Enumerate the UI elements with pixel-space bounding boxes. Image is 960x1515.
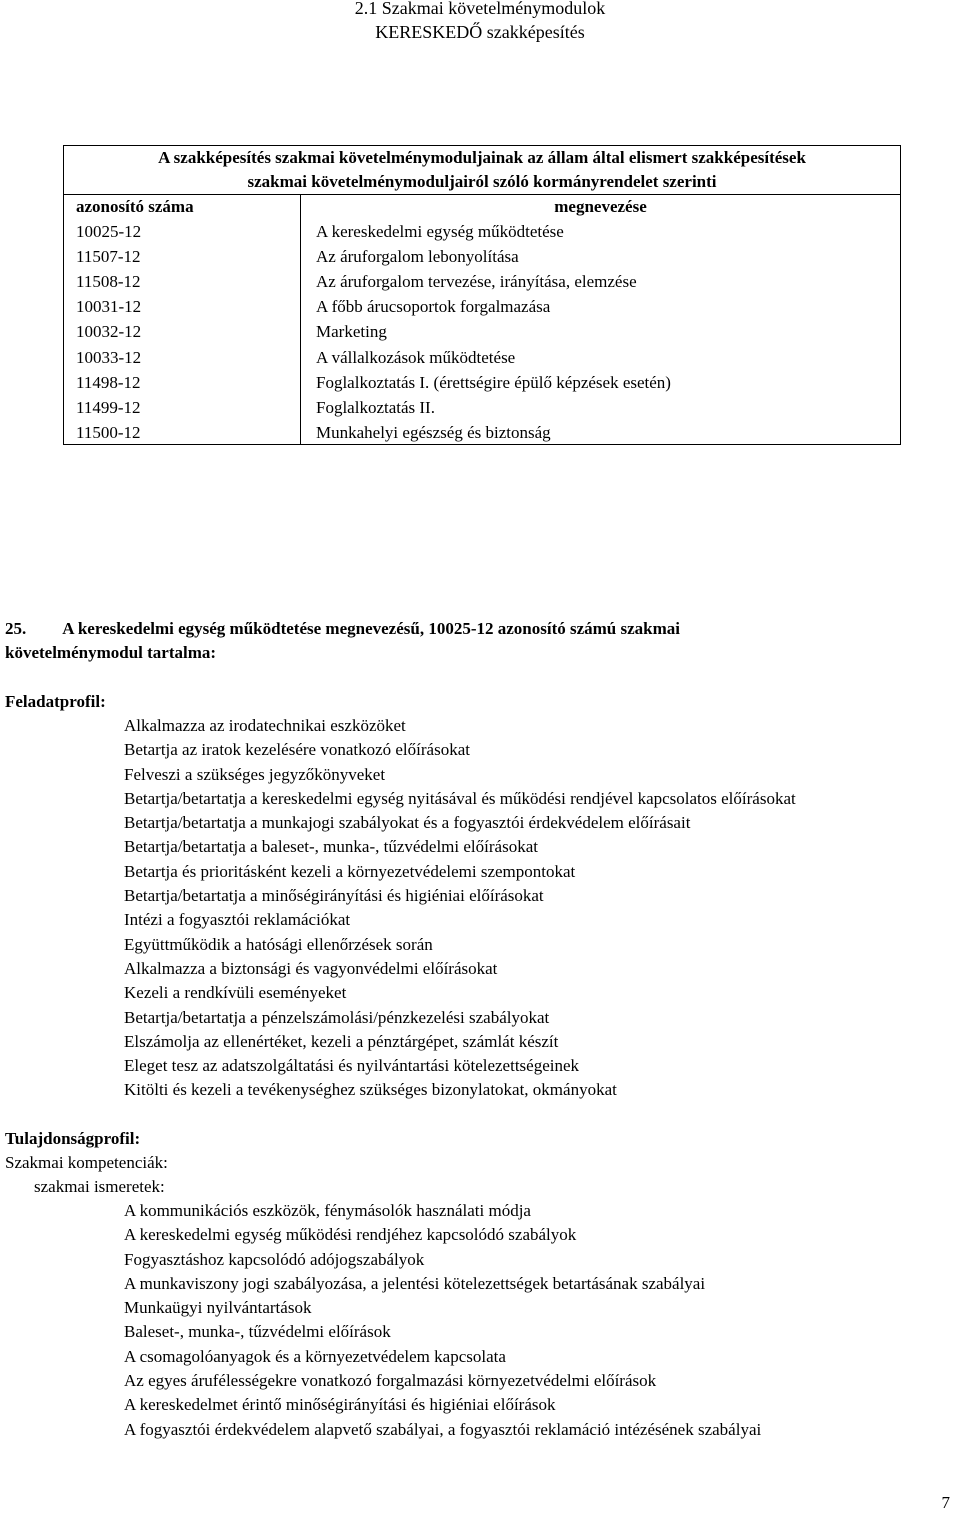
list-item: Betartja az iratok kezelésére vonatkozó előírásokat: [124, 740, 470, 760]
table-header-row: [64, 194, 900, 219]
list-item: Felveszi a szükséges jegyzőkönyveket: [124, 764, 386, 784]
list-item: Az egyes árufélességekre vonatkozó forgalmazási környezetvédelmi előírások: [124, 1371, 657, 1391]
table-caption-1: A szakképesítés szakmai követelménymoduljainak az állam által elismert szakképesítések: [158, 148, 806, 167]
module-name: Az áruforgalom lebonyolítása: [316, 247, 519, 267]
list-item: Betartja és prioritásként kezeli a környezetvédelemi szempontokat: [124, 861, 576, 881]
module-id: 10025-12: [76, 222, 142, 241]
list-item: Betartja/betartatja a kereskedelmi egység nyitásával és működési rendjével kapcsolatos előírásokat: [124, 788, 796, 808]
tulajdonsagprofil-label: Tulajdonságprofil:: [5, 1129, 141, 1148]
module-name: Marketing: [316, 322, 387, 342]
title-line-2: KERESKEDŐ szakképesítés: [375, 22, 585, 42]
section-heading-line-1: A kereskedelmi egység működtetése megnevezésű, 10025-12 azonosító számú szakmai: [62, 619, 681, 638]
module-name: A vállalkozások működtetése: [316, 347, 516, 367]
module-name: Az áruforgalom tervezése, irányítása, elemzése: [316, 272, 637, 292]
list-item: A fogyasztói érdekvédelem alapvető szabályai, a fogyasztói reklamáció intézésének szabályai: [124, 1419, 762, 1439]
list-item: Alkalmazza a biztonsági és vagyonvédelmi előírásokat: [124, 958, 498, 978]
section-heading: [5, 617, 955, 641]
table-row: [64, 269, 900, 294]
section-heading-line-2: követelménymodul tartalma:: [5, 643, 217, 662]
szakmai-ismeretek-label: szakmai ismeretek:: [34, 1177, 165, 1196]
module-name: A főbb árucsoportok forgalmazása: [316, 297, 551, 317]
feladatprofil-list: [124, 714, 796, 1103]
module-id: 10031-12: [76, 297, 142, 317]
list-item: A kereskedelmi egység működési rendjéhez kapcsolódó szabályok: [124, 1225, 577, 1245]
table-row: [64, 294, 900, 319]
page-number: 7: [941, 1493, 950, 1512]
list-item: Betartja/betartatja a baleset-, munka-, tűzvédelmi előírásokat: [124, 837, 538, 857]
module-name: Foglalkoztatás II.: [316, 397, 435, 417]
table-caption-2: szakmai követelménymoduljairól szóló kormányrendelet szerinti: [247, 172, 717, 191]
module-name: Foglalkoztatás I. (érettségire épülő képzések esetén): [316, 372, 671, 392]
list-item: Betartja/betartatja a minőségirányítási és higiéniai előírásokat: [124, 886, 544, 906]
module-id: 10032-12: [76, 322, 142, 342]
szakmai-kompetenciak-label: Szakmai kompetenciák:: [5, 1153, 168, 1172]
list-item: Együttműködik a hatósági ellenőrzések során: [124, 934, 433, 954]
section-number: 25.: [5, 619, 27, 638]
table-row: [64, 319, 900, 344]
table-row: [64, 219, 900, 244]
column-header-name: megnevezése: [554, 197, 647, 216]
list-item: Kezeli a rendkívüli eseményeket: [124, 983, 347, 1003]
module-id: 11500-12: [76, 422, 141, 442]
list-item: Baleset-, munka-, tűzvédelmi előírások: [124, 1322, 391, 1342]
list-item: Kitölti és kezeli a tevékenységhez szükséges bizonylatokat, okmányokat: [124, 1080, 617, 1100]
list-item: Fogyasztáshoz kapcsolódó adójogszabályok: [124, 1249, 425, 1269]
module-name: A kereskedelmi egység működtetése: [316, 222, 564, 241]
feladatprofil-label: Feladatprofil:: [5, 692, 106, 711]
module-id: 11508-12: [76, 272, 141, 292]
table-row: [64, 244, 900, 269]
tulajdonsagprofil-list: [124, 1199, 761, 1442]
module-id: 11499-12: [76, 397, 141, 417]
list-item: Munkaügyi nyilvántartások: [124, 1298, 312, 1318]
list-item: Alkalmazza az irodatechnikai eszközöket: [124, 716, 406, 735]
title-line-1: 2.1 Szakmai követelménymodulok: [354, 0, 606, 18]
column-header-id: azonosító száma: [76, 197, 194, 216]
module-name: Munkahelyi egészség és biztonság: [316, 422, 551, 442]
table-row: [64, 345, 900, 370]
list-item: Betartja/betartatja a pénzelszámolási/pénzkezelési szabályokat: [124, 1007, 550, 1027]
list-item: A munkaviszony jogi szabályozása, a jelentési kötelezettségek betartásának szabályai: [124, 1273, 706, 1293]
document-title: [0, 0, 960, 44]
module-id: 11507-12: [76, 247, 141, 267]
list-item: A kommunikációs eszközök, fénymásolók használati módja: [124, 1201, 531, 1220]
list-item: Betartja/betartatja a munkajogi szabályokat és a fogyasztói érdekvédelem előírásait: [124, 813, 691, 833]
table-row: [64, 420, 900, 445]
list-item: Intézi a fogyasztói reklamációkat: [124, 910, 351, 930]
table-row: [64, 370, 900, 395]
list-item: Elszámolja az ellenértéket, kezeli a pénztárgépet, számlát készít: [124, 1031, 559, 1051]
list-item: A kereskedelmet érintő minőségirányítási és higiéniai előírások: [124, 1395, 556, 1415]
module-id: 10033-12: [76, 347, 142, 367]
table-row: [64, 395, 900, 420]
list-item: Eleget tesz az adatszolgáltatási és nyilvántartási kötelezettségeinek: [124, 1056, 580, 1076]
list-item: A csomagolóanyagok és a környezetvédelem kapcsolata: [124, 1346, 506, 1366]
module-id: 11498-12: [76, 372, 141, 392]
modules-table: [63, 145, 901, 445]
